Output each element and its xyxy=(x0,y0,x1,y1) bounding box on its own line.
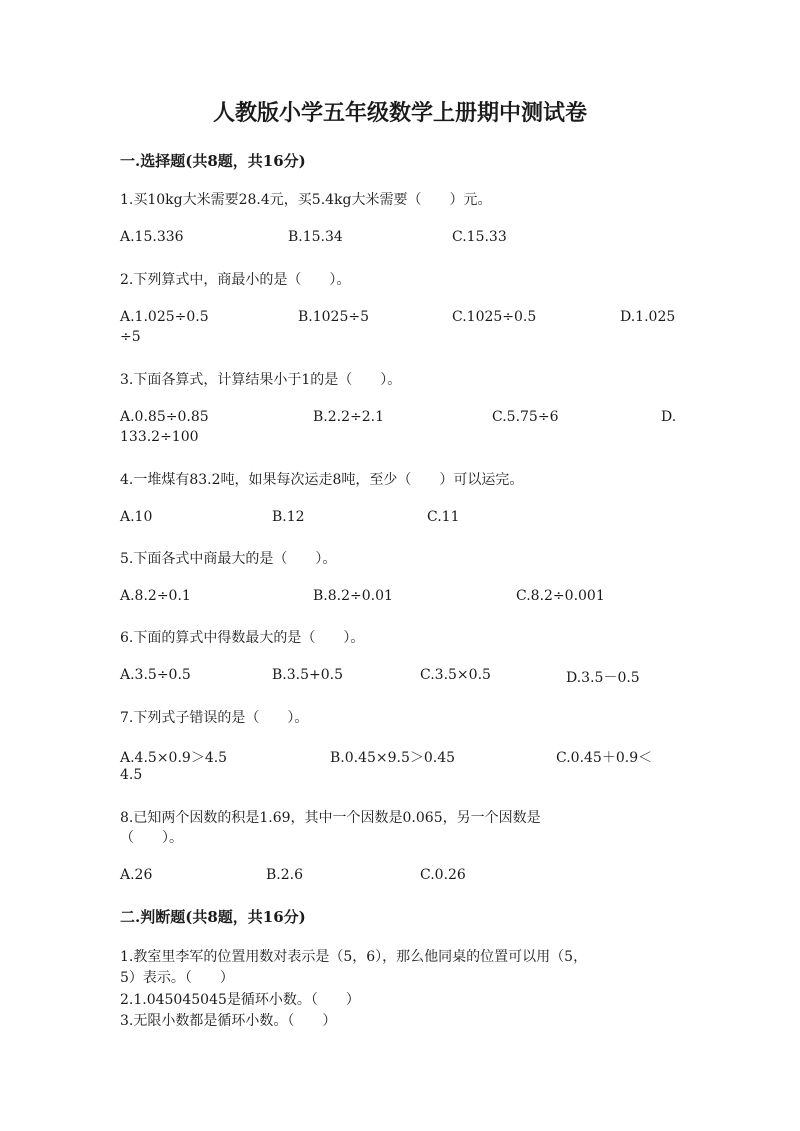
section-title-judge: 二.判断题(共8题，共16分) xyxy=(120,908,306,926)
question-8: 8.已知两个因数的积是1.69，其中一个因数是0.065，另一个因数是 xyxy=(120,810,541,826)
option-2d: D.1.025 xyxy=(620,309,676,325)
option-7b: B.0.45×9.5＞0.45 xyxy=(330,750,456,766)
option-2a: A.1.025÷0.5 xyxy=(120,309,209,325)
option-5b: B.8.2÷0.01 xyxy=(313,588,393,604)
option-1b: B.15.34 xyxy=(288,229,343,245)
option-3a: A.0.85÷0.85 xyxy=(120,409,209,425)
question-6: 6.下面的算式中得数最大的是（ ）。 xyxy=(120,630,365,646)
question-7: 7.下列式子错误的是（ ）。 xyxy=(120,710,309,726)
option-8a: A.26 xyxy=(120,867,153,883)
question-4: 4.一堆煤有83.2吨，如果每次运走8吨，至少（ ）可以运完。 xyxy=(120,472,524,488)
option-2b: B.1025÷5 xyxy=(298,309,370,325)
question-3: 3.下面各算式，计算结果小于1的是（ ）。 xyxy=(120,372,402,388)
option-5c: C.8.2÷0.001 xyxy=(516,588,605,604)
option-5a: A.8.2÷0.1 xyxy=(120,588,191,604)
judge-question-2: 2.1.045045045是循环小数。（ ） xyxy=(120,992,360,1008)
option-1a: A.15.336 xyxy=(120,229,184,245)
option-6c: C.3.5×0.5 xyxy=(420,667,491,683)
judge-question-3: 3.无限小数都是循环小数。（ ） xyxy=(120,1013,337,1029)
option-8b: B.2.6 xyxy=(266,867,304,883)
page-title: 人教版小学五年级数学上册期中测试卷 xyxy=(212,100,587,126)
option-4b: B.12 xyxy=(272,509,305,525)
question-5: 5.下面各式中商最大的是（ ）。 xyxy=(120,551,337,567)
judge-question-1-cont: 5）表示。（ ） xyxy=(120,970,234,986)
option-2d-wrap: ÷5 xyxy=(120,329,141,345)
option-2c: C.1025÷0.5 xyxy=(452,309,537,325)
question-2: 2.下列算式中，商最小的是（ ）。 xyxy=(120,272,351,288)
option-4c: C.11 xyxy=(427,509,460,525)
judge-question-1: 1.教室里李军的位置用数对表示是（5，6），那么他同桌的位置可以用（5， xyxy=(120,949,588,965)
option-8c: C.0.26 xyxy=(420,867,466,883)
option-7c-wrap: 4.5 xyxy=(120,767,143,783)
option-4a: A.10 xyxy=(120,509,153,525)
option-3d-wrap: 133.2÷100 xyxy=(120,429,199,445)
option-1c: C.15.33 xyxy=(452,229,507,245)
option-6b: B.3.5+0.5 xyxy=(272,667,343,683)
option-6a: A.3.5÷0.5 xyxy=(120,667,191,683)
question-8-cont: （ ）。 xyxy=(120,830,183,846)
option-7c: C.0.45＋0.9＜ xyxy=(556,750,653,766)
option-7a: A.4.5×0.9＞4.5 xyxy=(120,750,228,766)
question-1: 1.买10kg大米需要28.4元，买5.4kg大米需要（ ）元。 xyxy=(120,192,492,208)
option-6d: D.3.5－0.5 xyxy=(566,670,640,686)
option-3c: C.5.75÷6 xyxy=(492,409,559,425)
option-3b: B.2.2÷2.1 xyxy=(313,409,384,425)
section-title-choice: 一.选择题(共8题，共16分) xyxy=(120,152,306,170)
option-3d: D. xyxy=(661,409,677,425)
